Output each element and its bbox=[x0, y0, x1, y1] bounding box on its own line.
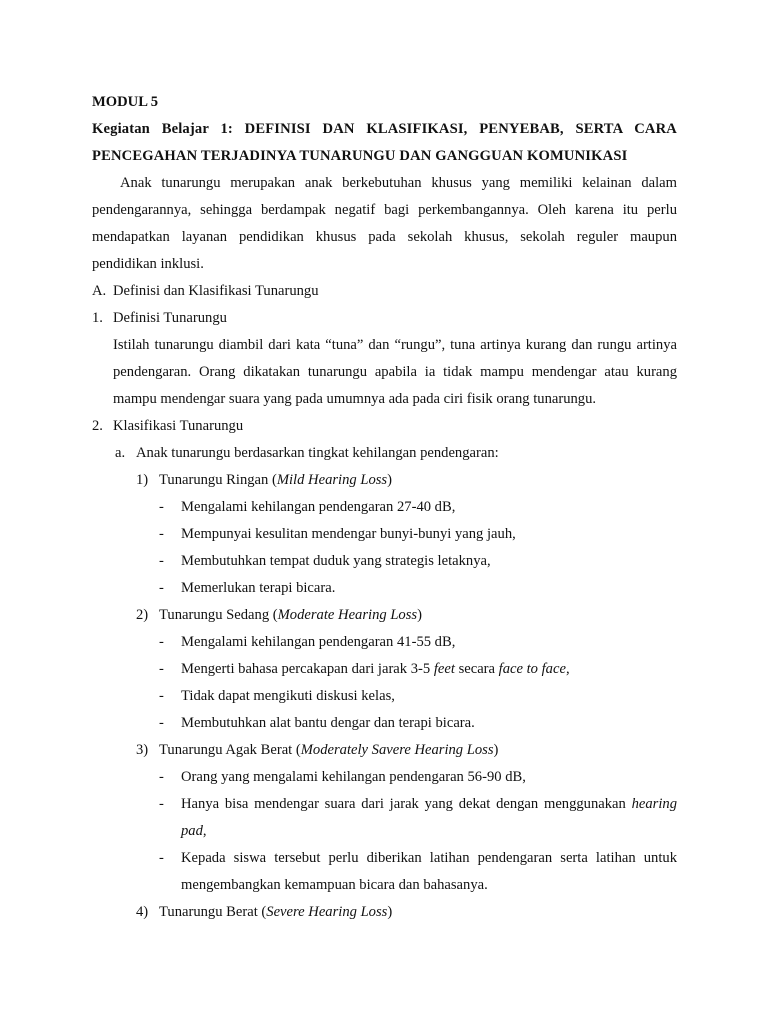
level-1-bullet-4: Memerlukan terapi bicara. bbox=[181, 580, 336, 596]
item-1-line-1: Istilah tunarungu diambil dari kata “tuna” dan “rungu”, tuna artinya kurang dan rungu artinya bbox=[113, 337, 677, 353]
intro-line-4: pendidikan inklusi. bbox=[92, 256, 204, 272]
sub-a-marker: a. bbox=[115, 445, 126, 461]
item-1-line-2: pendengaran. Orang dikatakan tunarungu apabila ia tidak mampu mendengar atau kurang bbox=[113, 364, 677, 380]
level-3-bullet-2-cont bbox=[181, 822, 207, 840]
level-3-bullet-2-comma: , bbox=[202, 823, 207, 839]
level-1-marker: 1) bbox=[136, 472, 149, 488]
level-3-bullet-3: Kepada siswa tersebut perlu diberikan latihan pendengaran serta latihan untuk bbox=[181, 850, 677, 866]
module-title: MODUL 5 bbox=[92, 94, 159, 110]
level-4-english: Severe Hearing Loss bbox=[266, 904, 388, 920]
level-4-name: Tunarungu Berat ( bbox=[159, 904, 267, 920]
level-2-heading bbox=[159, 606, 422, 624]
item-2-marker: 2. bbox=[92, 418, 103, 434]
level-1-close: ) bbox=[387, 472, 392, 488]
level-2-bullet-2 bbox=[181, 660, 570, 678]
level-1-bullet-1: Mengalami kehilangan pendengaran 27-40 dB, bbox=[181, 499, 456, 515]
bullet-dash: - bbox=[159, 499, 164, 515]
level-2-bullet-2-face-to-face: face to face bbox=[498, 661, 566, 677]
level-2-bullet-2-pre: Mengerti bahasa percakapan dari jarak 3-5 bbox=[181, 661, 434, 677]
level-2-bullet-3: Tidak dapat mengikuti diskusi kelas, bbox=[181, 688, 395, 704]
level-2-english: Moderate Hearing Loss bbox=[277, 607, 418, 623]
level-4-marker: 4) bbox=[136, 904, 149, 920]
section-a-marker: A. bbox=[92, 283, 107, 299]
intro-line-3: mendapatkan layanan pendidikan khusus pada sekolah khusus, sekolah reguler maupun bbox=[92, 229, 677, 245]
level-2-bullet-4: Membutuhkan alat bantu dengar dan terapi bicara. bbox=[181, 715, 475, 731]
activity-title-line-1: Kegiatan Belajar 1: DEFINISI DAN KLASIFIKASI, PENYEBAB, SERTA CARA bbox=[92, 121, 677, 137]
level-1-heading bbox=[159, 471, 392, 489]
activity-title-line-2: PENCEGAHAN TERJADINYA TUNARUNGU DAN GANGGUAN KOMUNIKASI bbox=[92, 148, 628, 164]
bullet-dash: - bbox=[159, 580, 164, 596]
level-2-close: ) bbox=[417, 607, 422, 623]
level-3-close: ) bbox=[493, 742, 499, 758]
level-3-bullet-2-pre: Hanya bisa mendengar suara dari jarak yang dekat dengan menggunakan bbox=[181, 796, 632, 812]
level-2-bullet-2-post: , bbox=[565, 661, 570, 677]
level-3-bullet-2-pad: pad bbox=[181, 823, 203, 839]
bullet-dash: - bbox=[159, 661, 164, 677]
level-3-bullet-1: Orang yang mengalami kehilangan pendengaran 56-90 dB, bbox=[181, 769, 526, 785]
level-3-bullet-2-hearing: hearing bbox=[631, 796, 677, 812]
level-4-close: ) bbox=[387, 904, 393, 920]
bullet-dash: - bbox=[159, 769, 164, 785]
item-1-marker: 1. bbox=[92, 310, 103, 326]
bullet-dash: - bbox=[159, 850, 164, 866]
intro-line-2: pendengarannya, sehingga berdampak negatif bagi perkembangannya. Oleh karena itu perlu bbox=[92, 202, 677, 218]
level-2-bullet-1: Mengalami kehilangan pendengaran 41-55 dB, bbox=[181, 634, 456, 650]
level-3-english: Moderately Savere Hearing Loss bbox=[300, 742, 494, 758]
level-3-marker: 3) bbox=[136, 742, 149, 758]
level-2-bullet-2-mid: secara bbox=[454, 661, 499, 677]
level-4-heading bbox=[159, 903, 392, 921]
level-3-name: Tunarungu Agak Berat ( bbox=[159, 742, 301, 758]
bullet-dash: - bbox=[159, 688, 164, 704]
level-2-bullet-2-feet: feet bbox=[433, 661, 455, 677]
bullet-dash: - bbox=[159, 634, 164, 650]
bullet-dash: - bbox=[159, 796, 164, 812]
sub-a-text: Anak tunarungu berdasarkan tingkat kehilangan pendengaran: bbox=[136, 445, 499, 461]
section-a-title: Definisi dan Klasifikasi Tunarungu bbox=[113, 283, 319, 299]
level-2-name: Tunarungu Sedang ( bbox=[159, 607, 278, 623]
level-1-english: Mild Hearing Loss bbox=[276, 472, 388, 488]
level-1-name: Tunarungu Ringan ( bbox=[159, 472, 277, 488]
level-1-bullet-2: Mempunyai kesulitan mendengar bunyi-bunyi yang jauh, bbox=[181, 526, 516, 542]
level-3-heading bbox=[159, 741, 498, 759]
level-1-bullet-3: Membutuhkan tempat duduk yang strategis letaknya, bbox=[181, 553, 491, 569]
item-1-line-3: mampu mendengar suara yang pada umumnya ada pada ciri fisik orang tunarungu. bbox=[113, 391, 597, 407]
bullet-dash: - bbox=[159, 553, 164, 569]
bullet-dash: - bbox=[159, 715, 164, 731]
intro-line-1: Anak tunarungu merupakan anak berkebutuhan khusus yang memiliki kelainan dalam bbox=[120, 175, 677, 191]
level-3-bullet-2 bbox=[181, 795, 677, 813]
item-2-title: Klasifikasi Tunarungu bbox=[113, 418, 244, 434]
level-2-marker: 2) bbox=[136, 607, 149, 623]
level-3-bullet-3-cont: mengembangkan kemampuan bicara dan bahasanya. bbox=[181, 877, 488, 893]
bullet-dash: - bbox=[159, 526, 164, 542]
item-1-title: Definisi Tunarungu bbox=[113, 310, 227, 326]
